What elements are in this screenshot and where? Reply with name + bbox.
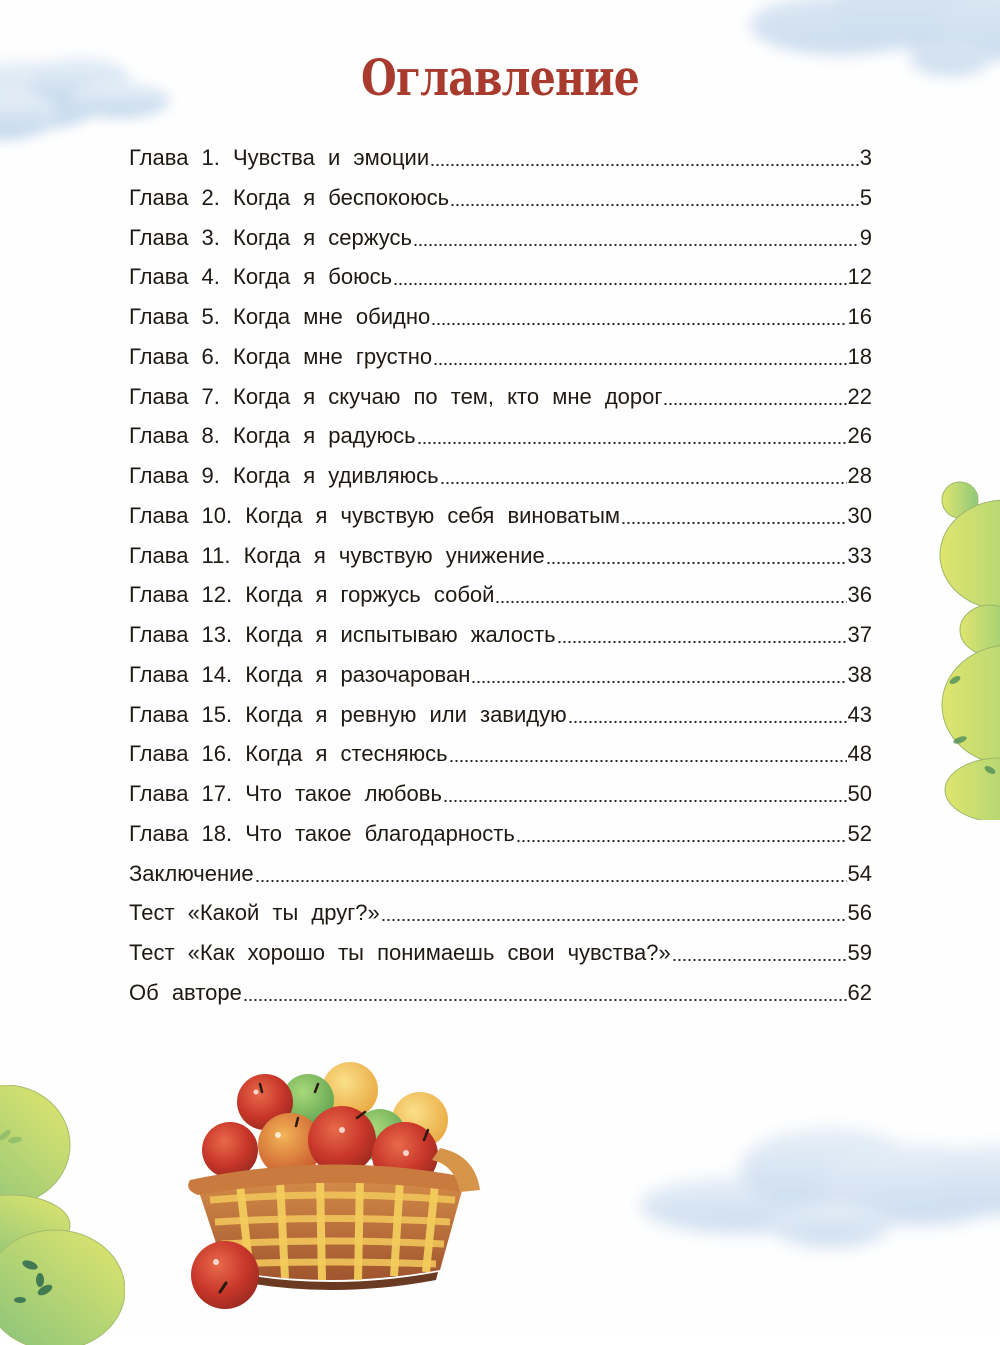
dot-leader	[672, 940, 847, 962]
dot-leader	[417, 423, 847, 445]
toc-entry-title: Тест «Как хорошо ты понимаешь свои чувства?»	[129, 940, 671, 965]
toc-entry-title: Глава 15. Когда я ревную или завидую	[129, 701, 567, 727]
toc-entry-title: Глава 14. Когда я разочарован	[129, 661, 471, 687]
toc-entry[interactable]	[129, 538, 872, 578]
toc-entry-title: Глава 5. Когда мне обидно	[129, 304, 431, 329]
toc-entry-title: Глава 6. Когда мне грустно	[129, 343, 433, 369]
dot-leader	[431, 304, 846, 326]
toc-entry-title: Тест «Какой ты друг?»	[129, 900, 380, 926]
toc-entry[interactable]	[129, 379, 872, 419]
toc-entry-title: Глава 2. Когда я беспокоюсь	[129, 184, 450, 210]
toc-entry[interactable]	[129, 577, 872, 617]
toc-entry-title: Глава 3. Когда я сержусь	[129, 224, 412, 250]
toc-entry-page-number: 38	[847, 661, 872, 687]
toc-entry-page-number: 18	[847, 343, 872, 369]
toc-entry-title: Глава 10. Когда я чувствую себя виноватым	[129, 502, 621, 528]
toc-entry-title: Глава 18. Что такое благодарность	[129, 820, 515, 846]
toc-entry[interactable]	[129, 816, 872, 856]
toc-entry-page-number: 16	[847, 304, 872, 329]
toc-entry-page-number: 30	[847, 502, 872, 528]
toc-entry-page-number: 56	[847, 900, 872, 926]
toc-entry-page-number: 26	[847, 423, 872, 449]
toc-entry-title: Об авторе	[129, 979, 242, 1005]
dot-leader	[381, 900, 847, 922]
toc-entry-page-number: 33	[847, 542, 872, 568]
toc-entry-page-number: 52	[847, 820, 872, 846]
dot-leader	[413, 225, 859, 247]
dot-leader	[393, 264, 846, 286]
toc-entry-page-number: 36	[847, 582, 872, 608]
toc-entry[interactable]	[129, 339, 872, 379]
dot-leader	[433, 344, 846, 366]
apple-basket-illustration	[170, 1040, 490, 1320]
dot-leader	[449, 741, 847, 763]
toc-entry[interactable]	[129, 856, 872, 896]
toc-entry[interactable]	[129, 259, 872, 299]
toc-entry-page-number: 59	[847, 940, 872, 965]
dot-leader	[495, 582, 846, 604]
toc-entry-title: Глава 17. Что такое любовь	[129, 781, 442, 806]
toc-entry-title: Глава 12. Когда я горжусь собой	[129, 582, 495, 608]
toc-entry[interactable]	[129, 776, 872, 816]
toc-entry-page-number: 22	[847, 383, 872, 409]
toc-entry[interactable]	[129, 418, 872, 458]
dot-leader	[663, 384, 846, 406]
toc-entry-title: Глава 4. Когда я боюсь	[129, 264, 393, 290]
toc-entry[interactable]	[129, 180, 872, 220]
toc-entry[interactable]	[129, 220, 872, 260]
toc-entry-page-number: 28	[847, 463, 872, 488]
toc-entry[interactable]	[129, 895, 872, 935]
toc-entry[interactable]	[129, 975, 872, 1015]
toc-entry-page-number: 12	[847, 264, 872, 290]
dot-leader	[471, 662, 846, 684]
toc-entry[interactable]	[129, 299, 872, 339]
toc-entry-page-number: 50	[847, 781, 872, 806]
toc-entry-title: Глава 9. Когда я удивляюсь	[129, 463, 439, 488]
dot-leader	[430, 145, 859, 167]
dot-leader	[516, 821, 847, 843]
toc-entry[interactable]	[129, 617, 872, 657]
dot-leader	[546, 543, 847, 565]
dot-leader	[243, 980, 847, 1002]
toc-entry-title: Глава 16. Когда я стесняюсь	[129, 741, 448, 767]
toc-entry-page-number: 5	[859, 184, 872, 210]
toc-entry-title: Глава 8. Когда я радуюсь	[129, 423, 416, 449]
toc-entry[interactable]	[129, 697, 872, 737]
page-title: Оглавление	[360, 48, 640, 107]
toc-entry-page-number: 48	[847, 741, 872, 767]
toc-entry[interactable]	[129, 458, 872, 498]
toc-entry-title: Глава 13. Когда я испытываю жалость	[129, 622, 556, 647]
bush-illustration	[0, 1085, 125, 1345]
cloud-illustration	[630, 1090, 1000, 1280]
toc-entry-page-number: 54	[847, 860, 872, 886]
toc-entry-title: Глава 1. Чувства и эмоции	[129, 145, 430, 170]
toc-entry-page-number: 62	[847, 979, 872, 1005]
dot-leader	[255, 861, 847, 883]
toc-entry[interactable]	[129, 498, 872, 538]
toc-entry[interactable]	[129, 657, 872, 697]
dot-leader	[450, 185, 859, 207]
toc-entry-page-number: 9	[859, 224, 872, 250]
dot-leader	[557, 622, 847, 644]
toc-entry-page-number: 3	[859, 145, 872, 170]
toc-entry-title: Глава 11. Когда я чувствую унижение	[129, 542, 545, 568]
toc-entry-page-number: 43	[847, 701, 872, 727]
dot-leader	[440, 463, 847, 485]
table-of-contents	[129, 140, 872, 1015]
bush-illustration	[930, 470, 1000, 820]
toc-entry-title: Заключение	[129, 860, 254, 886]
toc-entry[interactable]	[129, 736, 872, 776]
toc-entry[interactable]	[129, 935, 872, 975]
toc-entry-title: Глава 7. Когда я скучаю по тем, кто мне дорог	[129, 383, 663, 409]
dot-leader	[443, 781, 847, 803]
toc-entry[interactable]	[129, 140, 872, 180]
toc-entry-page-number: 37	[847, 622, 872, 647]
dot-leader	[621, 503, 846, 525]
dot-leader	[568, 702, 847, 724]
